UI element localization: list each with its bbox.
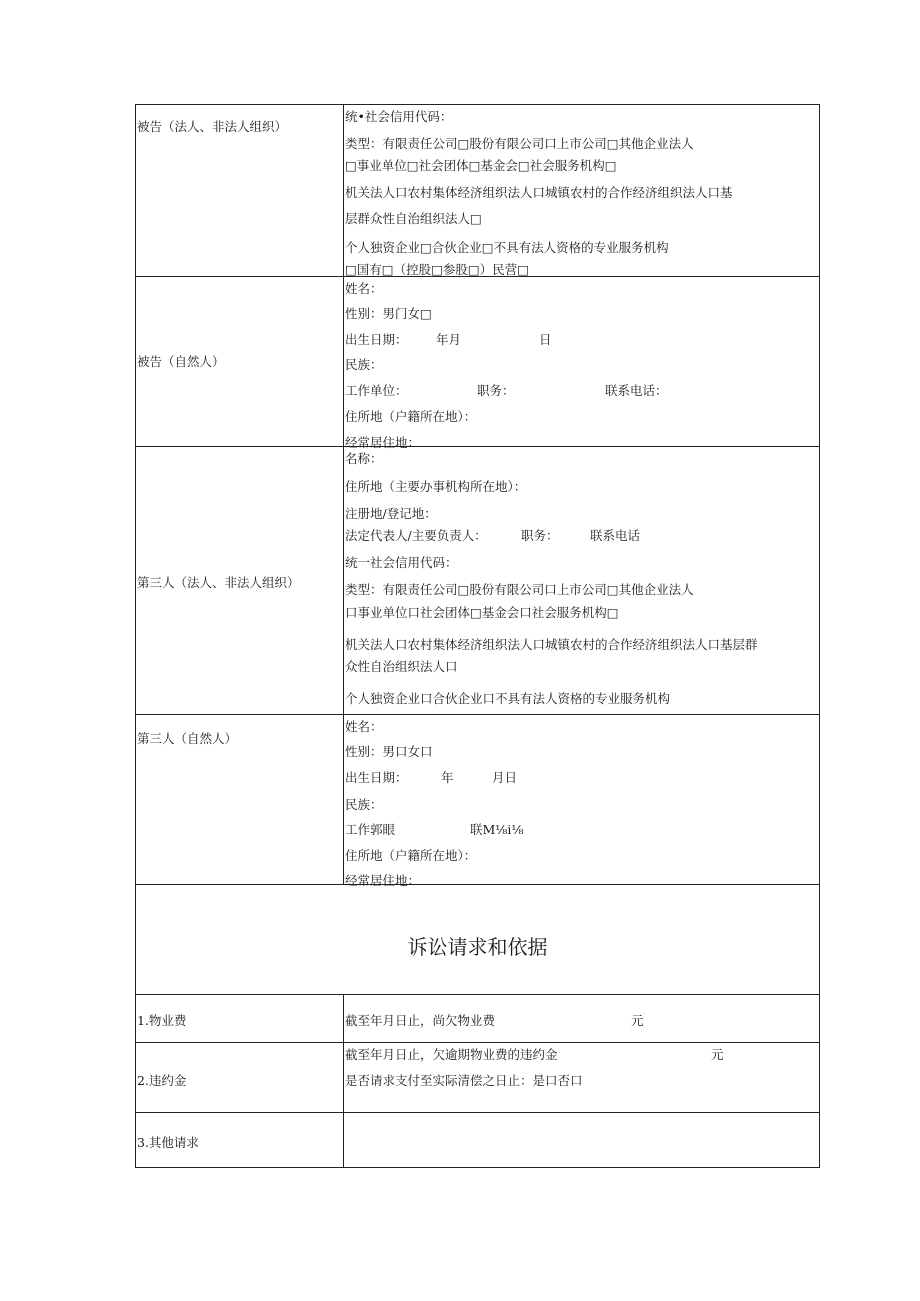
third-org-type-line: 众性自治组织法人口 [345,659,458,674]
third-person-work-rest: 联M⅛i⅛ [470,822,524,837]
third-org-credit-code: 统一社会信用代码： [345,555,458,570]
third-org-rep-position: 职务： [521,528,559,543]
claim-row [136,995,820,1043]
third-org-type-line: 口事业单位口社会团体□基金会口社会服务机构□ [345,605,619,620]
defendant-gender-field: 性别：男门女□ [345,306,432,321]
third-org-rep-phone: 联系电话 [590,528,641,543]
claim-row [136,1113,820,1168]
defendant-person-label-cell [136,277,344,447]
defendant-work-unit: 工作单位： [345,383,408,398]
third-org-registered: 注册地/登记地： [345,506,437,521]
defendant-birth-year: 年月 [436,332,462,347]
defendant-org-label-cell [136,105,344,277]
defendant-org-ownership-line: □国有□（控股□参股□）民营□ [345,262,530,277]
claim-label-cell [136,1113,344,1168]
claim-label-cell [136,1043,344,1113]
defendant-org-type-line: 机关法人口农村集体经济组织法人口城镇农村的合作经济组织法人口基 [345,185,733,200]
defendant-residence: 住所地（户籍所在地）： [345,409,477,424]
claim-label: 3.其他请求 [137,1135,199,1150]
third-org-rep: 法定代表人/主要负责人： [345,528,487,543]
third-person-label: 第三人（自然人） [137,731,238,746]
third-person-birth-monthday: 月日 [492,770,518,785]
third-org-type-line: 个人独资企业口合伙企业口不具有法人资格的专业服务机构 [345,691,671,706]
third-org-label: 第三人（法人、非法人组织） [137,575,300,590]
claim-row [136,1043,820,1113]
defendant-birth-day: 日 [539,332,552,347]
defendant-org-label: 被告（法人、非法人组织） [137,119,288,134]
section-header-row [136,885,820,995]
claim-unit: 元 [631,1013,644,1028]
third-org-type-line: 类型：有限责任公司□股份有限公司口上市公司□其他企业法人 [345,582,694,597]
third-person-birth-year: 年 [441,770,454,785]
third-org-content-cell [344,447,820,715]
claim-label-cell [136,995,344,1043]
third-person-birth-label: 出生日期： [345,770,408,785]
defendant-work-position: 职务： [477,383,515,398]
third-person-content-cell [344,715,820,888]
defendant-org-content-cell [344,105,820,277]
third-person-habitual-residence: 经常居住地： [345,873,421,888]
third-person-name-field: 姓名： [345,719,383,734]
third-person-gender-field: 性别：男口女口 [345,744,433,759]
claim-text: 截至年月日止，欠逾期物业费的违约金 [345,1047,558,1062]
defendant-ethnicity-field: 民族： [345,357,383,372]
defendant-person-content-cell [344,277,820,450]
third-org-row [136,447,820,715]
third-org-label-cell [136,447,344,715]
defendant-habitual-residence: 经常居住地： [345,435,421,450]
claim-content-cell-empty[interactable] [344,1113,820,1168]
defendant-org-row [136,105,820,277]
third-org-address: 住所地（主要办事机构所在地）： [345,479,527,494]
claim-content-cell [344,1043,820,1113]
defendant-person-label: 被告（自然人） [137,354,225,369]
defendant-org-credit-code: 统•社会信用代码： [345,109,453,124]
defendant-person-row [136,277,820,447]
claim-label: 2.违约金 [137,1073,187,1088]
defendant-org-type-line: 层群众性自治组织法人□ [345,211,482,226]
section-title: 诉讼请求和依据 [407,935,548,959]
third-person-ethnicity-field: 民族： [345,797,383,812]
complaint-form-table [135,104,820,1168]
third-person-residence: 住所地（户籍所在地）： [345,848,477,863]
claim-label: 1.物业费 [137,1013,187,1028]
defendant-org-type-line: □事业单位□社会团体□基金会□社会服务机构□ [345,158,617,173]
third-person-row [136,715,820,885]
claim-content-cell [344,995,820,1043]
defendant-name-field: 姓名： [345,281,383,296]
third-org-type-line: 机关法人口农村集体经济组织法人口城镇农村的合作经济组织法人口基层群 [345,637,758,652]
claim-text: 截至年月日止，尚欠物业费 [345,1013,496,1028]
third-person-work-unit: 工作郭眼 [345,822,396,837]
defendant-birth-label: 出生日期： [345,332,408,347]
claim-unit: 元 [711,1047,724,1062]
section-header-cell [136,885,820,995]
third-person-label-cell [136,715,344,885]
claim-text-continue: 是否请求支付至实际清偿之日止：是口否口 [345,1073,583,1088]
defendant-org-type-line: 类型：有限责任公司□股份有限公司口上市公司□其他企业法人 [345,136,694,151]
third-org-name: 名称： [345,451,383,466]
defendant-org-type-line: 个人独资企业□合伙企业□不具有法人资格的专业服务机构 [345,240,669,255]
defendant-phone: 联系电话： [605,383,668,398]
